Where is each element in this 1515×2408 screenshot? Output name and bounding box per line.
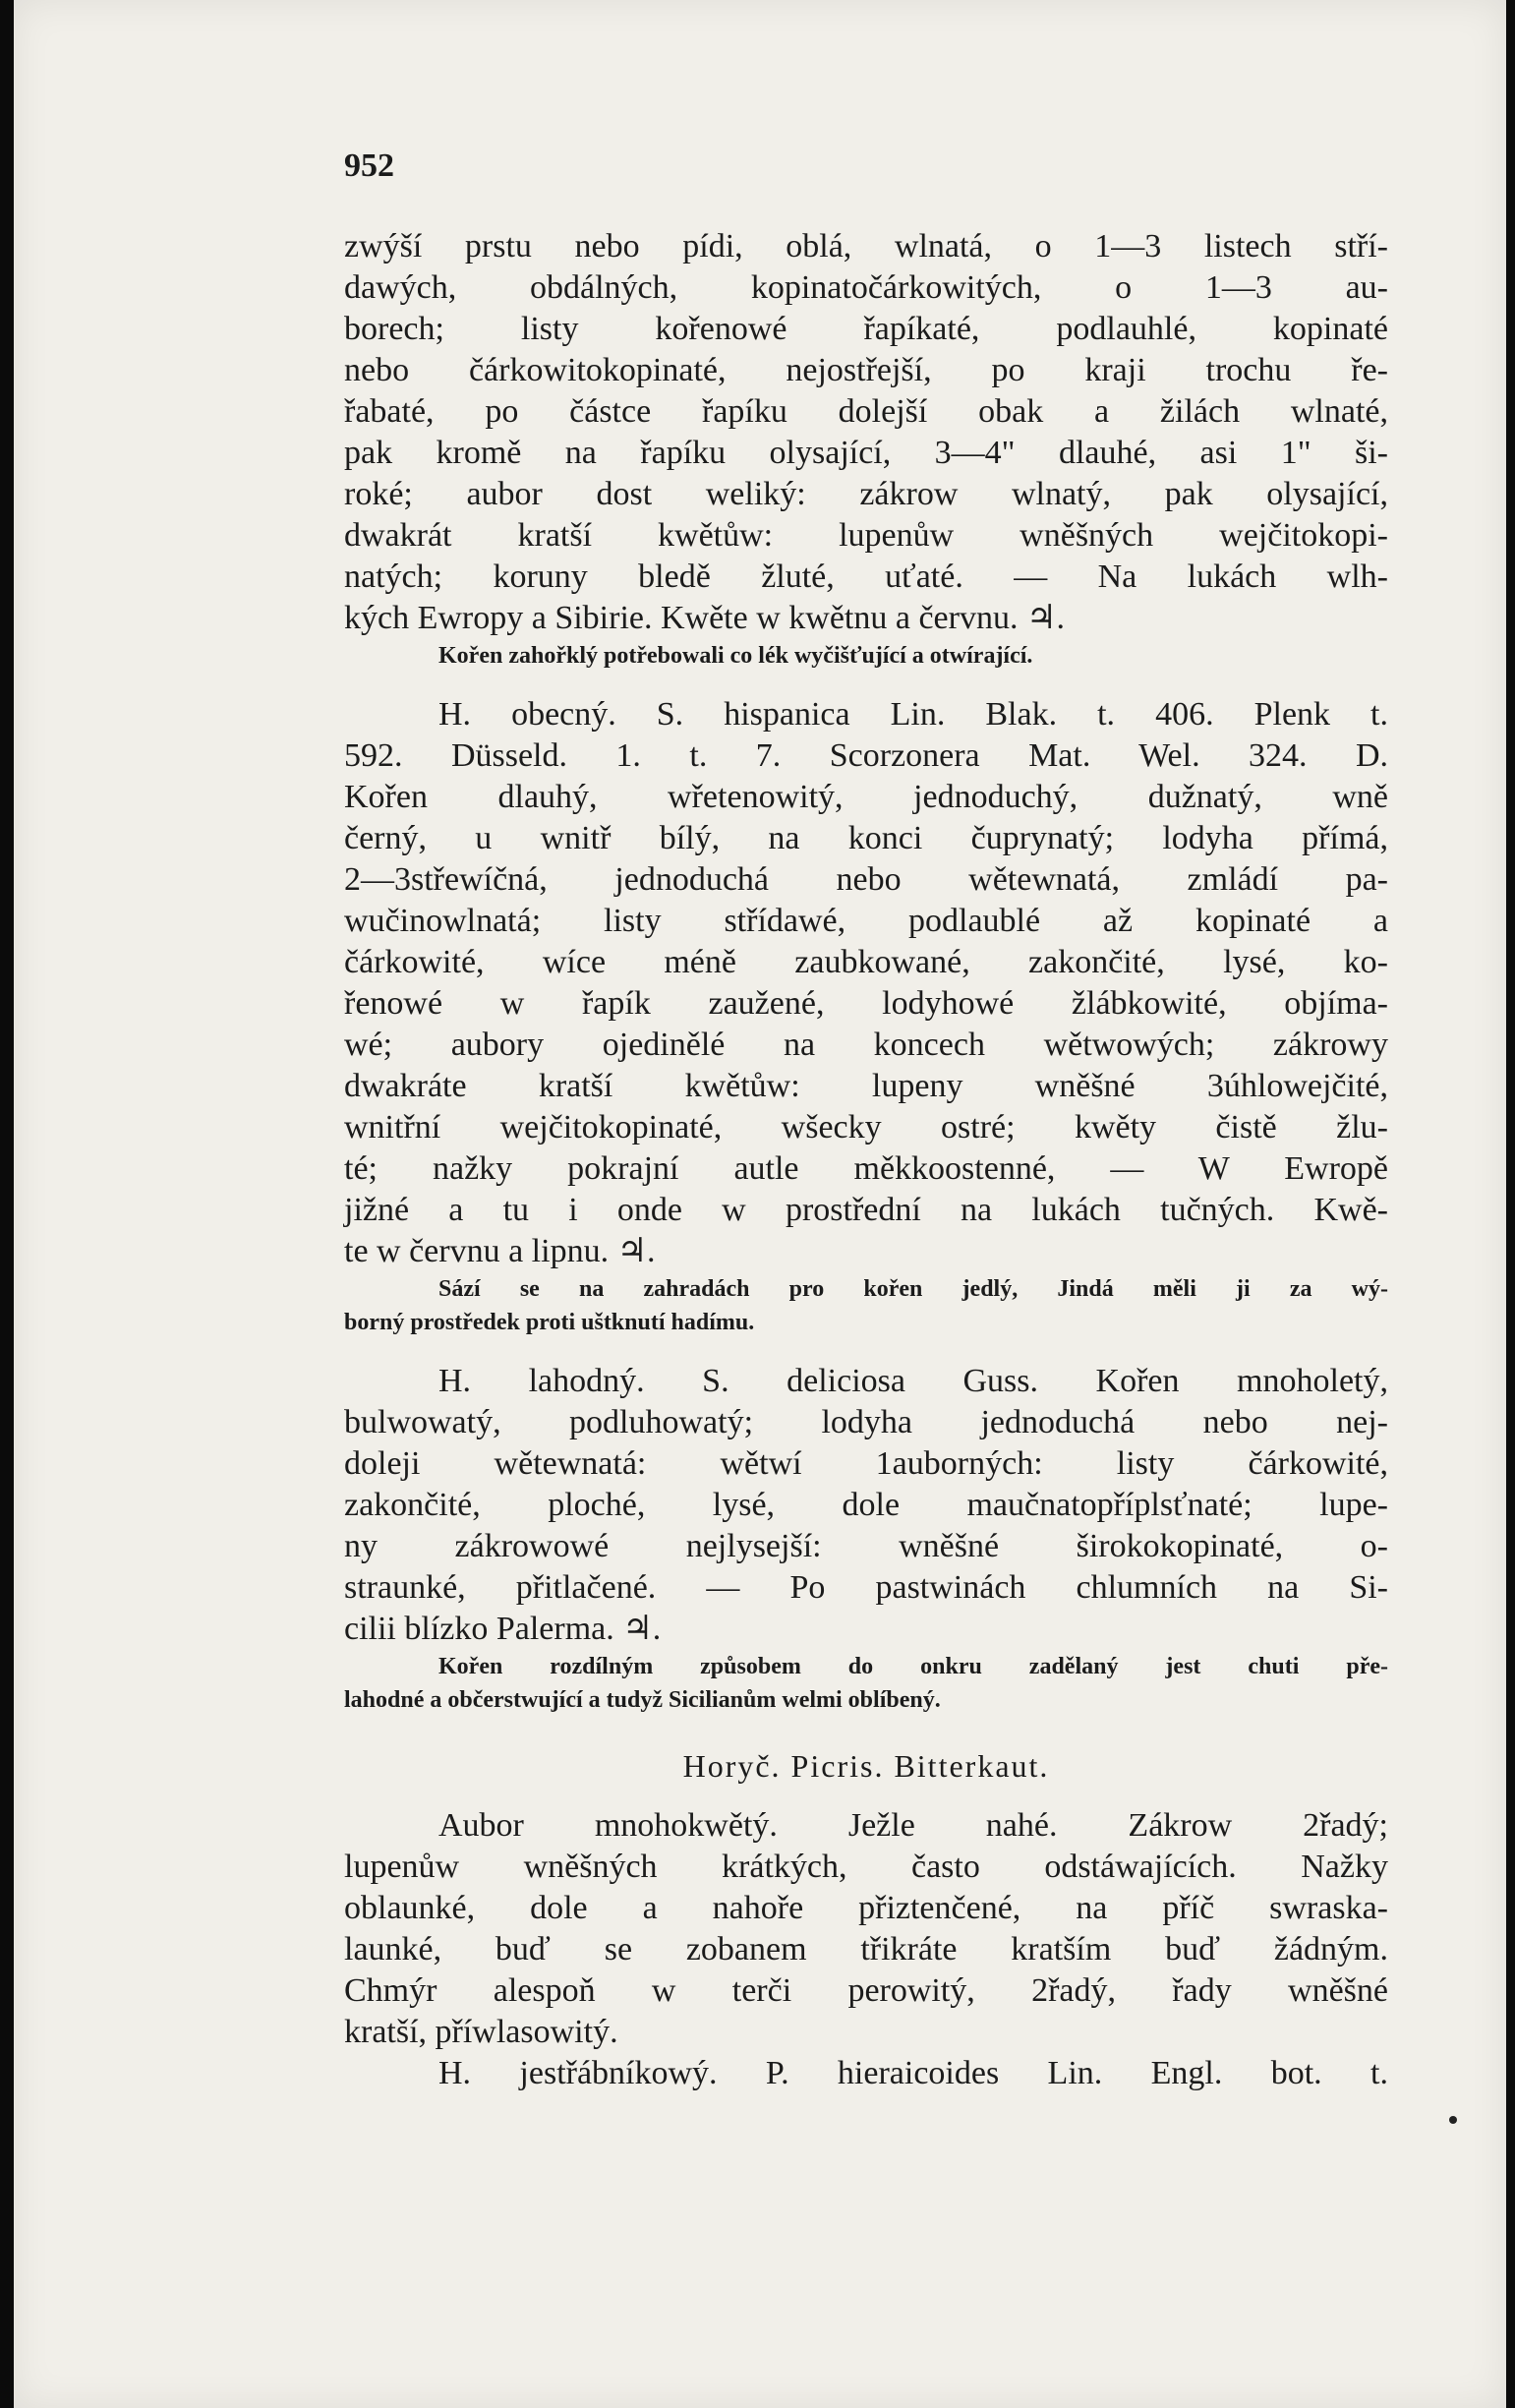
page-number: 952 [344, 147, 394, 184]
text-line: Aubor mnohokwětý. Ježle nahé. Zákrow 2řadý; [438, 1807, 1388, 1844]
paragraph-block2 [344, 694, 1388, 1272]
text-line: roké; aubor dost weliký: zákrow wlnatý, pak olysající, [344, 476, 1388, 512]
note-line: Kořen zahořklý potřebowali co lék wyčišťující a otwírající. [438, 643, 1033, 669]
note-line: Kořen rozdílným způsobem do onkru zadělaný jest chuti pře- [438, 1654, 1388, 1679]
note-line: Sází se na zahradách pro kořen jedlý, Jindá měli ji za wý- [438, 1276, 1388, 1302]
text-line: 2—3střewíčná, jednoduchá nebo wětewnatá, zmládí pa- [344, 861, 1388, 898]
text-line: dawých, obdálných, kopinatočárkowitých, o 1—3 au- [344, 269, 1388, 306]
note-line: borný prostředek proti uštknutí hadímu. [344, 1310, 755, 1335]
text-line: řabaté, po částce řapíku dolejší obak a žilách wlnaté, [344, 393, 1388, 430]
text-line: čárkowité, wíce méně zaubkowané, zakončité, lysé, ko- [344, 944, 1388, 980]
text-line: dwakrát kratší kwětůw: lupenůw wněšných wejčitokopi- [344, 517, 1388, 554]
text-line: zakončité, ploché, lysé, dole maučnatopříplsťnaté; lupe- [344, 1487, 1388, 1523]
text-line: pak kromě na řapíku olysající, 3—4" dlauhé, asi 1" ši- [344, 435, 1388, 471]
note-line: lahodné a občerstwující a tudyž Sicilianům welmi oblíbený. [344, 1687, 941, 1713]
text-line: kratší, příwlasowitý. [344, 2014, 618, 2050]
text-line: řenowé w řapík zaužené, lodyhowé žlábkowité, objíma- [344, 985, 1388, 1022]
text-line: kých Ewropy a Sibirie. Kwěte w kwětnu a červnu. ♃. [344, 600, 1065, 636]
paragraph-block4 [344, 1805, 1388, 2053]
text-line: te w červnu a lipnu. ♃. [344, 1233, 656, 1269]
text-line: dwakráte kratší kwětůw: lupeny wněšné 3úhlowejčité, [344, 1068, 1388, 1104]
page-body [344, 226, 1388, 2094]
text-line: 592. Düsseld. 1. t. 7. Scorzonera Mat. Wel. 324. D. [344, 737, 1388, 774]
ink-dot [1449, 2116, 1457, 2124]
text-line: nebo čárkowitokopinaté, nejostřejší, po kraji trochu ře- [344, 352, 1388, 388]
text-line: jižné a tu i onde w prostřední na lukách tučných. Kwě- [344, 1192, 1388, 1228]
book-page [14, 0, 1506, 2408]
text-line: oblaunké, dole a nahoře přiztenčené, na příč swraska- [344, 1890, 1388, 1926]
text-line: té; nažky pokrajní autle měkkoostenné, — W Ewropě [344, 1150, 1388, 1187]
text-line: zwýší prstu nebo pídi, oblá, wlnatá, o 1—3 listech stří- [344, 228, 1388, 264]
text-line: launké, buď se zobanem třikráte kratším buď žádným. [344, 1931, 1388, 1968]
text-line: cilii blízko Palerma. ♃. [344, 1611, 662, 1647]
paragraph-block1 [344, 226, 1388, 639]
paragraph-block3 [344, 1361, 1388, 1650]
text-line: H. obecný. S. hispanica Lin. Blak. t. 406. Plenk t. [438, 696, 1388, 733]
text-line: bulwowatý, podluhowatý; lodyha jednoduchá nebo nej- [344, 1404, 1388, 1440]
text-line: lupenůw wněšných krátkých, často odstáwajících. Nažky [344, 1849, 1388, 1885]
text-line: černý, u wnitř bílý, na konci čuprynatý; lodyha přímá, [344, 820, 1388, 856]
text-line: straunké, přitlačené. — Po pastwinách chlumních na Si- [344, 1569, 1388, 1606]
text-line: borech; listy kořenowé řapíkaté, podlauhlé, kopinaté [344, 311, 1388, 347]
text-line: wučinowlnatá; listy střídawé, podlaublé až kopinaté a [344, 903, 1388, 939]
text-line: Chmýr alespoň w terči perowitý, 2řadý, řady wněšné [344, 1972, 1388, 2009]
spacer [344, 673, 1388, 694]
text-line: ny zákrowowé nejlysejší: wněšné širokokopinaté, o- [344, 1528, 1388, 1564]
text-line: H. jestřábníkowý. P. hieraicoides Lin. Engl. bot. t. [438, 2055, 1388, 2091]
text-line: natých; koruny bledě žluté, uťaté. — Na lukách wlh- [344, 558, 1388, 595]
text-line: doleji wětewnatá: wětwí 1auborných: listy čárkowité, [344, 1445, 1388, 1482]
text-line: H. lahodný. S. deliciosa Guss. Kořen mnoholetý, [438, 1363, 1388, 1399]
text-line: wé; aubory ojedinělé na koncech wětwowých; zákrowy [344, 1027, 1388, 1063]
text-line: Kořen dlauhý, wřetenowitý, jednoduchý, dužnatý, wně [344, 779, 1388, 815]
text-line: wnitřní wejčitokopinaté, wšecky ostré; kwěty čistě žlu- [344, 1109, 1388, 1145]
section-heading: Horyč. Picris. Bitterkaut. [682, 1748, 1050, 1784]
spacer [344, 1339, 1388, 1361]
